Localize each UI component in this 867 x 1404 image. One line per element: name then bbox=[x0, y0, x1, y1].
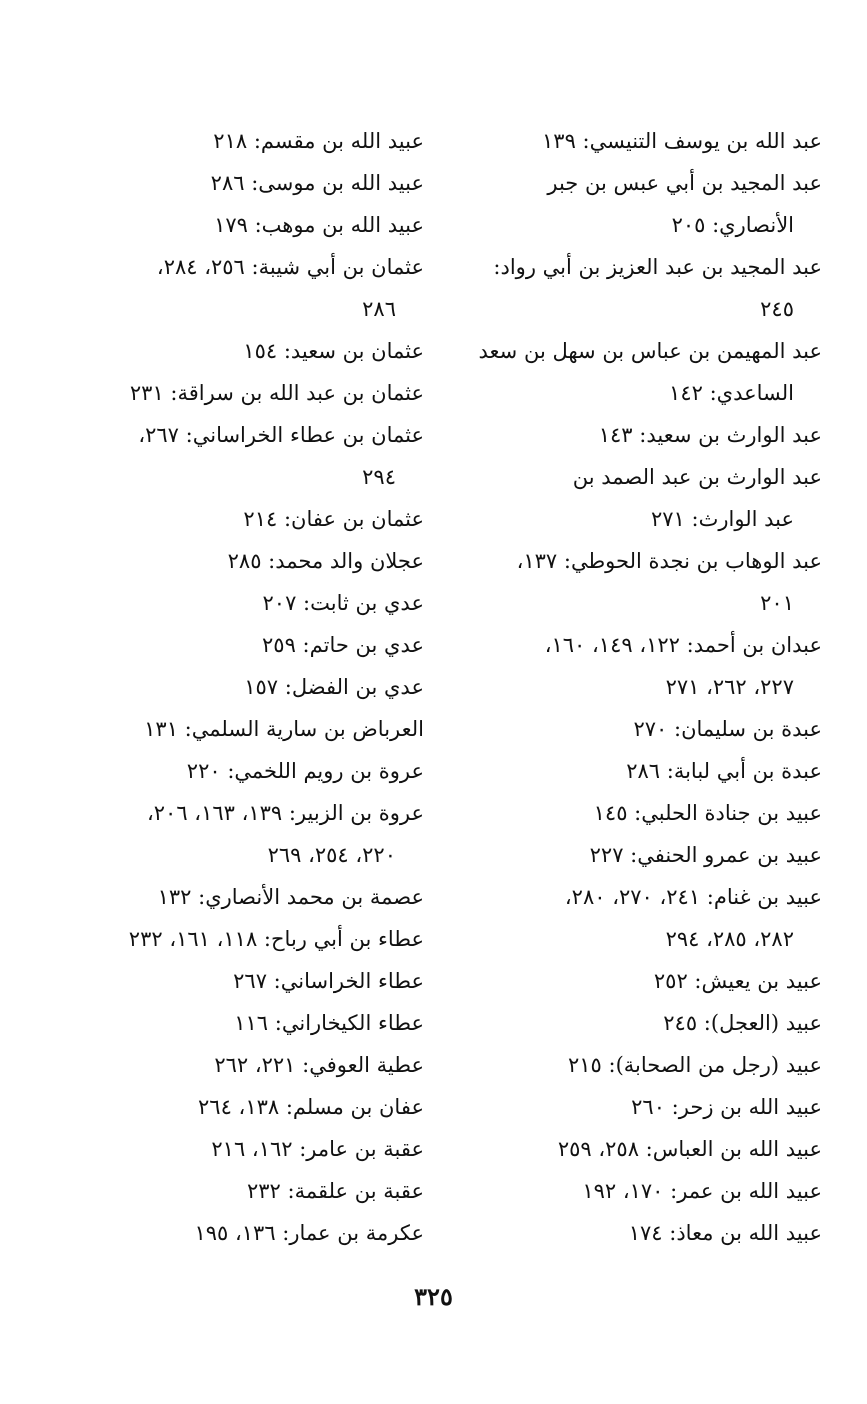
index-entry-text: عثمان بن سعيد: ١٥٤ bbox=[243, 339, 424, 363]
index-entry-text: عبيد الله بن زحر: ٢٦٠ bbox=[631, 1095, 822, 1119]
index-entry bbox=[74, 1044, 424, 1086]
index-entry-text: عبيد بن جنادة الحلبي: ١٤٥ bbox=[593, 801, 822, 825]
index-entry-text: عصمة بن محمد الأنصاري: ١٣٢ bbox=[157, 885, 424, 909]
index-entry-text: عقبة بن علقمة: ٢٣٢ bbox=[246, 1179, 424, 1203]
index-entry bbox=[472, 330, 822, 414]
index-entry-text: عبيد (العجل): ٢٤٥ bbox=[663, 1011, 822, 1035]
index-entry-text: عبيد الله بن موهب: ١٧٩ bbox=[214, 213, 424, 237]
index-entry bbox=[74, 372, 424, 414]
page-number: ٣٢٥ bbox=[414, 1282, 453, 1311]
index-entry bbox=[74, 960, 424, 1002]
index-entry bbox=[74, 918, 424, 960]
index-entry-continuation: الأنصاري: ٢٠٥ bbox=[671, 213, 794, 237]
index-entry-text: عبد الوهاب بن نجدة الحوطي: ١٣٧، bbox=[516, 549, 822, 573]
index-entry-text: عبد الوارث بن سعيد: ١٤٣ bbox=[598, 423, 822, 447]
index-entry-text: عبيد الله بن موسى: ٢٨٦ bbox=[210, 171, 424, 195]
index-entry bbox=[472, 834, 822, 876]
index-entry bbox=[472, 792, 822, 834]
index-entry bbox=[74, 414, 424, 498]
index-entry-text: عكرمة بن عمار: ١٣٦، ١٩٥ bbox=[194, 1221, 424, 1245]
index-entry bbox=[74, 498, 424, 540]
index-entry bbox=[472, 708, 822, 750]
index-entry-text: عدي بن ثابت: ٢٠٧ bbox=[262, 591, 424, 615]
index-entry-continuation: ٢٨٦ bbox=[362, 297, 396, 321]
index-entry bbox=[472, 246, 822, 330]
index-entry bbox=[74, 1002, 424, 1044]
index-entry-text: عبدة بن أبي لبابة: ٢٨٦ bbox=[626, 759, 822, 783]
index-entry bbox=[472, 540, 822, 624]
index-entry bbox=[472, 162, 822, 246]
index-entry-text: عروة بن رويم اللخمي: ٢٢٠ bbox=[186, 759, 424, 783]
index-entry-text: عطاء الكيخاراني: ١١٦ bbox=[234, 1011, 424, 1035]
index-entry bbox=[472, 750, 822, 792]
index-entry bbox=[74, 792, 424, 876]
index-entry-continuation: عبد الوارث: ٢٧١ bbox=[651, 507, 794, 531]
index-entry-text: عطاء الخراساني: ٢٦٧ bbox=[233, 969, 424, 993]
index-entry bbox=[472, 1086, 822, 1128]
index-entry-text: عبد المهيمن بن عباس بن سهل بن سعد bbox=[478, 339, 822, 363]
index-column-right bbox=[472, 120, 822, 1254]
index-entry-text: عثمان بن أبي شيبة: ٢٥٦، ٢٨٤، bbox=[156, 255, 424, 279]
index-entry-text: عبيد الله بن معاذ: ١٧٤ bbox=[628, 1221, 822, 1245]
index-entry-text: عبد الوارث بن عبد الصمد بن bbox=[572, 465, 822, 489]
index-entry-text: عقبة بن عامر: ١٦٢، ٢١٦ bbox=[211, 1137, 424, 1161]
index-entry-text: عبيد الله بن مقسم: ٢١٨ bbox=[213, 129, 424, 153]
index-entry bbox=[74, 120, 424, 162]
index-entry-text: عدي بن حاتم: ٢٥٩ bbox=[262, 633, 424, 657]
index-entry bbox=[74, 876, 424, 918]
index-entry bbox=[472, 1002, 822, 1044]
index-entry bbox=[472, 624, 822, 708]
index-entry bbox=[74, 750, 424, 792]
index-entry-text: عفان بن مسلم: ١٣٨، ٢٦٤ bbox=[198, 1095, 424, 1119]
index-entry bbox=[472, 456, 822, 540]
index-entry bbox=[74, 666, 424, 708]
index-entry-text: العرباض بن سارية السلمي: ١٣١ bbox=[144, 717, 424, 741]
index-entry bbox=[74, 624, 424, 666]
index-entry bbox=[74, 582, 424, 624]
index-entry-continuation: ٢٢٧، ٢٦٢، ٢٧١ bbox=[665, 675, 794, 699]
index-entry bbox=[472, 1128, 822, 1170]
index-entry-text: عطاء بن أبي رباح: ١١٨، ١٦١، ٢٣٢ bbox=[128, 927, 424, 951]
index-entry-text: عثمان بن عفان: ٢١٤ bbox=[243, 507, 424, 531]
index-entry-text: عبيد الله بن عمر: ١٧٠، ١٩٢ bbox=[582, 1179, 822, 1203]
index-entry bbox=[74, 540, 424, 582]
index-entry-continuation: ٢٨٢، ٢٨٥، ٢٩٤ bbox=[665, 927, 794, 951]
index-entry-text: عبدة بن سليمان: ٢٧٠ bbox=[633, 717, 822, 741]
index-entry bbox=[74, 330, 424, 372]
index-entry-text: عبد المجيد بن عبد العزيز بن أبي رواد: bbox=[493, 255, 822, 279]
index-entry bbox=[472, 960, 822, 1002]
index-entry-text: عدي بن الفضل: ١٥٧ bbox=[244, 675, 424, 699]
index-entry-text: عبيد الله بن العباس: ٢٥٨، ٢٥٩ bbox=[557, 1137, 822, 1161]
index-entry-text: عثمان بن عبد الله بن سراقة: ٢٣١ bbox=[129, 381, 424, 405]
index-entry-continuation: ٢٤٥ bbox=[760, 297, 794, 321]
index-entry bbox=[74, 1212, 424, 1254]
index-entry-text: عروة بن الزبير: ١٣٩، ١٦٣، ٢٠٦، bbox=[147, 801, 424, 825]
index-entry-continuation: الساعدي: ١٤٢ bbox=[669, 381, 794, 405]
index-entry bbox=[74, 246, 424, 330]
index-entry bbox=[74, 708, 424, 750]
index-entry-text: عبد المجيد بن أبي عبس بن جبر bbox=[547, 171, 822, 195]
index-entry bbox=[74, 1170, 424, 1212]
index-entry-text: عبيد بن عمرو الحنفي: ٢٢٧ bbox=[589, 843, 822, 867]
index-entry bbox=[472, 120, 822, 162]
index-entry bbox=[74, 1086, 424, 1128]
index-entry-text: عطية العوفي: ٢٢١، ٢٦٢ bbox=[214, 1053, 424, 1077]
index-entry bbox=[74, 204, 424, 246]
index-entry bbox=[472, 414, 822, 456]
index-entry-text: عبيد بن يعيش: ٢٥٢ bbox=[653, 969, 822, 993]
index-entry-text: عثمان بن عطاء الخراساني: ٢٦٧، bbox=[138, 423, 424, 447]
index-entry-continuation: ٢٩٤ bbox=[362, 465, 396, 489]
index-column-left bbox=[74, 120, 424, 1254]
index-entry bbox=[472, 1170, 822, 1212]
index-entry-text: عبد الله بن يوسف التنيسي: ١٣٩ bbox=[542, 129, 822, 153]
index-entry bbox=[74, 1128, 424, 1170]
index-entry bbox=[472, 1212, 822, 1254]
index-entry-continuation: ٢٢٠، ٢٥٤، ٢٦٩ bbox=[267, 843, 396, 867]
index-entry-text: عبيد (رجل من الصحابة): ٢١٥ bbox=[568, 1053, 822, 1077]
index-entry bbox=[74, 162, 424, 204]
index-entry-continuation: ٢٠١ bbox=[760, 591, 794, 615]
index-entry-text: عجلان والد محمد: ٢٨٥ bbox=[227, 549, 424, 573]
index-entry bbox=[472, 876, 822, 960]
index-entry-text: عبدان بن أحمد: ١٢٢، ١٤٩، ١٦٠، bbox=[544, 633, 822, 657]
index-entry-text: عبيد بن غنام: ٢٤١، ٢٧٠، ٢٨٠، bbox=[564, 885, 822, 909]
index-entry bbox=[472, 1044, 822, 1086]
